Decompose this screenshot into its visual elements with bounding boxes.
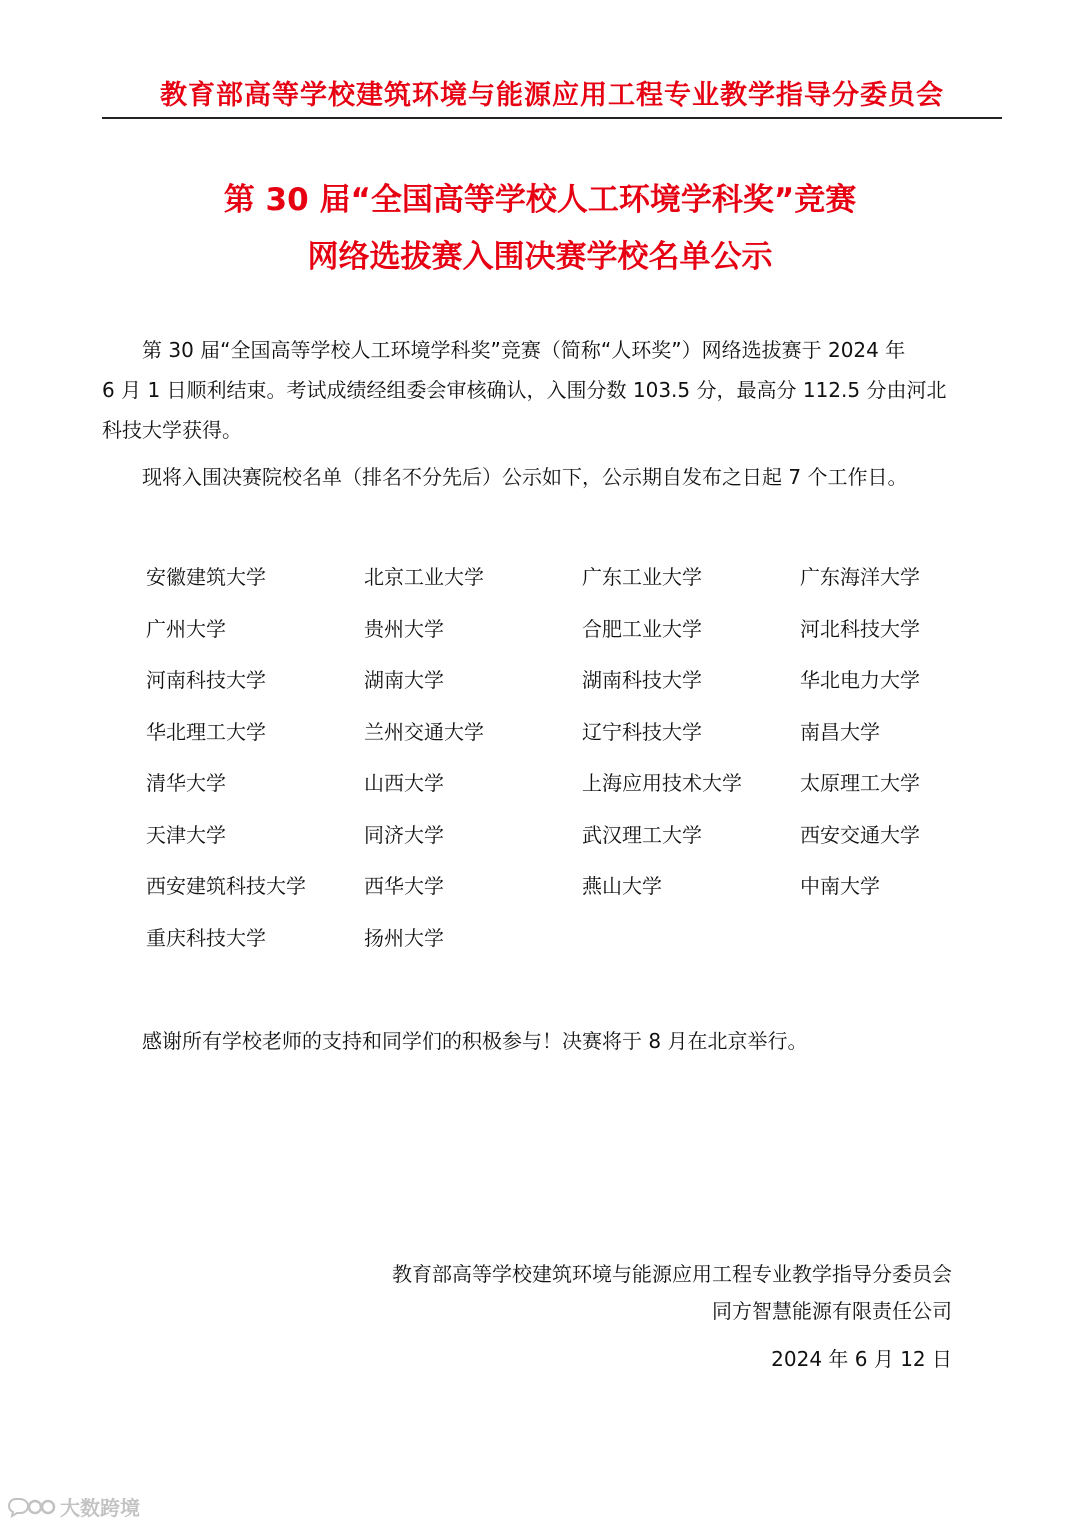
school-item: 华北电力大学 [800,668,920,692]
school-item: 上海应用技术大学 [582,771,742,795]
school-item: 广东海洋大学 [800,565,920,589]
finalist-school-list [146,554,1026,966]
chat-bubble-logo-icon [8,1495,56,1519]
school-item: 扬州大学 [364,925,444,950]
page-title-line-1: 第 30 届“全国高等学校人工环境学科奖”竞赛 [223,182,857,218]
school-item: 贵州大学 [364,616,444,641]
intro-line-2: 6 月 1 日顺利结束。考试成绩经组委会审核确认，入围分数 103.5 分，最高分 112.5 分由河北 [102,378,947,402]
intro-line-1: 第 30 届“全国高等学校人工环境学科奖”竞赛（简称“人环奖”）网络选拔赛于 2024 年 [142,338,906,362]
school-item: 燕山大学 [582,874,662,898]
school-item: 湖南科技大学 [582,668,702,692]
school-item: 安徽建筑大学 [146,565,266,589]
school-item: 同济大学 [364,822,444,847]
school-item: 天津大学 [146,822,226,847]
school-item: 河北科技大学 [800,616,920,641]
page-title-line-2: 网络选拔赛入围决赛学校名单公示 [307,239,773,275]
school-item: 山西大学 [364,771,444,795]
header-divider [102,117,1002,119]
watermark [8,1492,140,1521]
school-item: 西华大学 [364,874,444,898]
school-item: 南昌大学 [800,719,880,744]
school-item: 合肥工业大学 [582,616,702,641]
school-item: 河南科技大学 [146,668,266,692]
school-item: 湖南大学 [364,668,444,692]
intro-line-3: 科技大学获得。 [102,418,242,442]
school-item: 辽宁科技大学 [582,719,702,744]
school-item: 广东工业大学 [582,565,702,589]
school-item: 西安建筑科技大学 [146,874,306,898]
notice-line: 现将入围决赛院校名单（排名不分先后）公示如下，公示期自发布之日起 7 个工作日。 [142,465,908,489]
school-item: 华北理工大学 [146,719,266,744]
signature-date: 2024 年 6 月 12 日 [771,1347,952,1371]
watermark-text: 大数跨境 [60,1496,140,1520]
school-item: 北京工业大学 [364,565,484,589]
closing-paragraph [102,1021,1002,1061]
school-item: 兰州交通大学 [364,719,484,744]
school-item: 广州大学 [146,616,226,641]
signature-organization-2: 同方智慧能源有限责任公司 [712,1299,952,1323]
header-organization: 教育部高等学校建筑环境与能源应用工程专业教学指导分委员会 [160,80,944,111]
school-item: 武汉理工大学 [582,822,702,847]
closing-line: 感谢所有学校老师的支持和同学们的积极参与！决赛将于 8 月在北京举行。 [142,1029,808,1053]
notice-paragraph [102,457,1002,497]
school-item: 重庆科技大学 [146,925,266,950]
intro-paragraph [102,330,1002,450]
school-item: 西安交通大学 [800,822,920,847]
school-item: 太原理工大学 [800,771,920,795]
school-item: 清华大学 [146,771,226,795]
signature-organization-1: 教育部高等学校建筑环境与能源应用工程专业教学指导分委员会 [392,1262,952,1286]
school-item: 中南大学 [800,874,880,898]
